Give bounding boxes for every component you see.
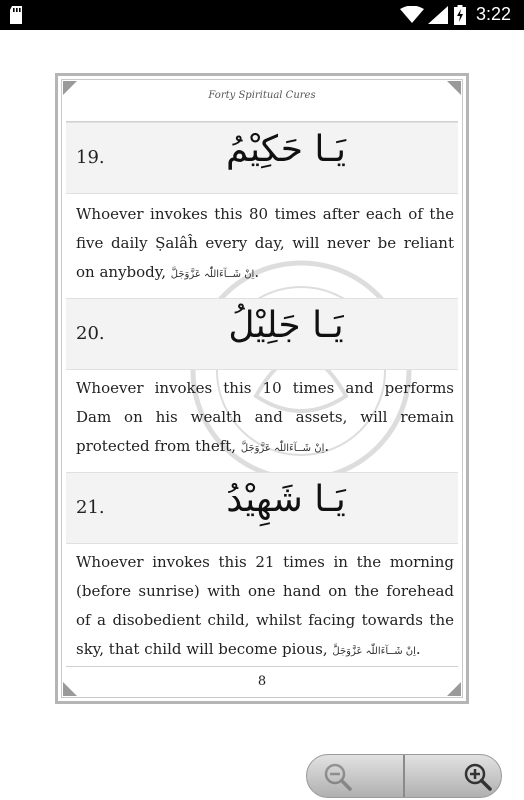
entry-number: 19. xyxy=(76,147,105,168)
zoom-in-button[interactable] xyxy=(405,755,501,798)
entry-21-text xyxy=(76,548,454,666)
sentence-end: . xyxy=(415,640,421,658)
entry-20-text xyxy=(76,374,454,463)
arabic-phrase: اِنْ شَــآءَاللّٰہ عَزَّوَجَلَّ xyxy=(170,269,255,280)
entry-description: Whoever invokes this 80 times after each of the five daily Ṣalâĥ every day, will never be reliant on anybody, xyxy=(76,205,454,281)
signal-icon xyxy=(428,6,448,24)
entry-21-header xyxy=(66,472,458,544)
entry-number: 20. xyxy=(76,323,105,344)
arabic-phrase: اِنْ شَــآءَاللّٰہ عَزَّوَجَلَّ xyxy=(332,646,416,657)
arabic-divine-name: يَـا جَلِيْلُ xyxy=(228,305,344,346)
entry-20-header xyxy=(66,298,458,370)
footer-divider xyxy=(66,666,458,667)
arabic-divine-name: يَـا حَكِيْمُ xyxy=(226,129,346,170)
battery-charging-icon xyxy=(454,5,466,25)
status-bar xyxy=(0,0,524,30)
status-time: 3:22 xyxy=(476,4,512,24)
sentence-end: . xyxy=(254,263,260,281)
page-number: 8 xyxy=(257,674,267,689)
wifi-icon xyxy=(400,6,424,24)
zoom-out-icon xyxy=(323,762,353,792)
arabic-divine-name: يَـا شَهِيْدُ xyxy=(226,479,346,520)
sd-card-icon xyxy=(8,5,24,25)
sentence-end: . xyxy=(324,437,330,455)
entry-description: Whoever invokes this 21 times in the morning (before sunrise) with one hand on the forehead of a disobedient child, whilst facing towards the sky, that child will become pious, xyxy=(76,553,454,658)
zoom-in-icon xyxy=(463,762,493,792)
zoom-out-button[interactable] xyxy=(307,755,403,798)
book-page[interactable] xyxy=(55,73,469,704)
entry-description: Whoever invokes this 10 times and performs Dam on his wealth and assets, will remain protected from theft, xyxy=(76,379,454,455)
entry-number: 21. xyxy=(76,497,105,518)
entry-19-header xyxy=(66,122,458,194)
page-header-title: Forty Spiritual Cures xyxy=(208,90,316,101)
zoom-control xyxy=(306,754,502,798)
arabic-phrase: اِنْ شَــآءَاللّٰہ عَزَّوَجَلَّ xyxy=(240,443,325,454)
entry-19-text xyxy=(76,200,454,289)
